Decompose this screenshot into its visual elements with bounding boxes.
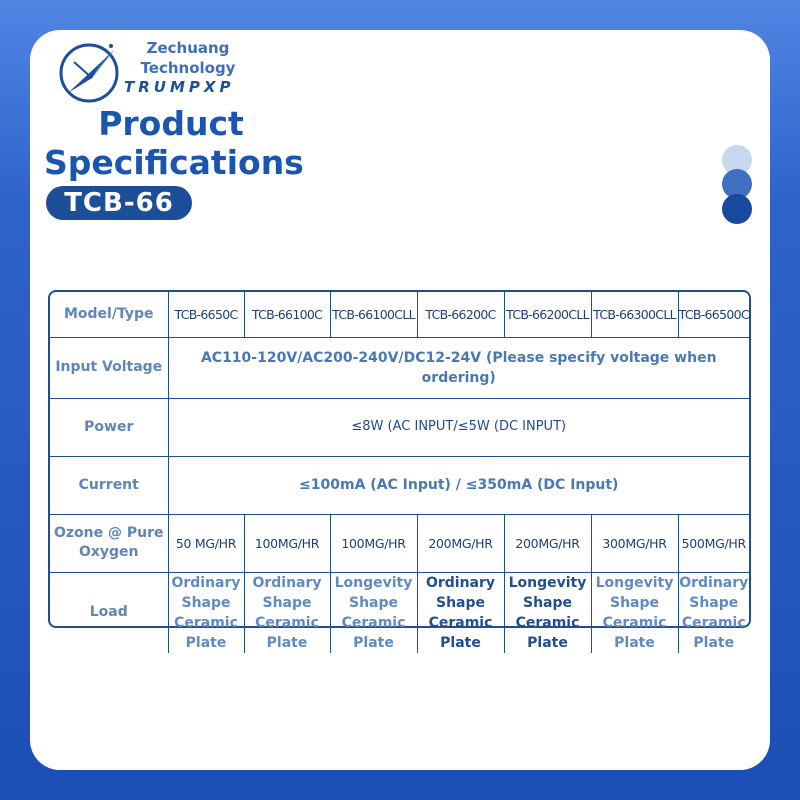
- row-model: [50, 292, 749, 337]
- row-current: [50, 456, 749, 514]
- row-voltage: [50, 337, 749, 398]
- page-title-line1: Product: [98, 104, 244, 143]
- ozone-cell: 500MG/HR: [678, 514, 749, 572]
- row-ozone: [50, 514, 749, 572]
- model-cell: TCB-66500C: [678, 292, 749, 337]
- row-header-model: Model/Type: [50, 292, 168, 337]
- page-title-line2: Specifications: [44, 143, 304, 182]
- load-cell: Ordinary Shape Ceramic Plate: [244, 572, 330, 653]
- ozone-cell: 50 MG/HR: [168, 514, 244, 572]
- company-name-line1: Zechuang: [146, 39, 230, 57]
- row-header-power: Power: [50, 398, 168, 456]
- load-cell: Ordinary Shape Ceramic Plate: [168, 572, 244, 653]
- voltage-value: AC110-120V/AC200-240V/DC12-24V (Please specify voltage when ordering): [168, 337, 749, 398]
- page-title: [44, 104, 304, 182]
- row-header-voltage: Input Voltage: [50, 337, 168, 398]
- current-value: ≤100mA (AC Input) / ≤350mA (DC Input): [168, 456, 749, 514]
- row-power: [50, 398, 749, 456]
- row-header-load: Load: [50, 572, 168, 653]
- model-cell: TCB-66100C: [244, 292, 330, 337]
- model-cell: TCB-6650C: [168, 292, 244, 337]
- model-cell: TCB-66200C: [417, 292, 504, 337]
- company-name: [128, 38, 248, 78]
- load-cell: Longevity Shape Ceramic Plate: [330, 572, 417, 653]
- compass-logo-icon: [56, 38, 122, 104]
- load-cell: Longevity Shape Ceramic Plate: [591, 572, 678, 653]
- model-badge: TCB-66: [46, 186, 192, 220]
- row-header-ozone: Ozone @ Pure Oxygen: [50, 514, 168, 572]
- ozone-cell: 300MG/HR: [591, 514, 678, 572]
- row-load: [50, 572, 749, 653]
- row-header-current: Current: [50, 456, 168, 514]
- ozone-cell: 100MG/HR: [244, 514, 330, 572]
- model-cell: TCB-66200CLL: [504, 292, 591, 337]
- brand-name: TRUMPXP: [124, 78, 235, 96]
- decor-dot-dark: [722, 194, 752, 224]
- model-cell: TCB-66300CLL: [591, 292, 678, 337]
- load-cell: Ordinary Shape Ceramic Plate: [417, 572, 504, 653]
- load-cell: Longevity Shape Ceramic Plate: [504, 572, 591, 653]
- ozone-cell: 200MG/HR: [504, 514, 591, 572]
- model-cell: TCB-66100CLL: [330, 292, 417, 337]
- ozone-cell: 100MG/HR: [330, 514, 417, 572]
- ozone-cell: 200MG/HR: [417, 514, 504, 572]
- spec-table: [48, 290, 751, 651]
- load-cell: Ordinary Shape Ceramic Plate: [678, 572, 749, 653]
- power-value: ≤8W (AC INPUT/≤5W (DC INPUT): [168, 398, 749, 456]
- company-name-line2: Technology: [140, 59, 236, 77]
